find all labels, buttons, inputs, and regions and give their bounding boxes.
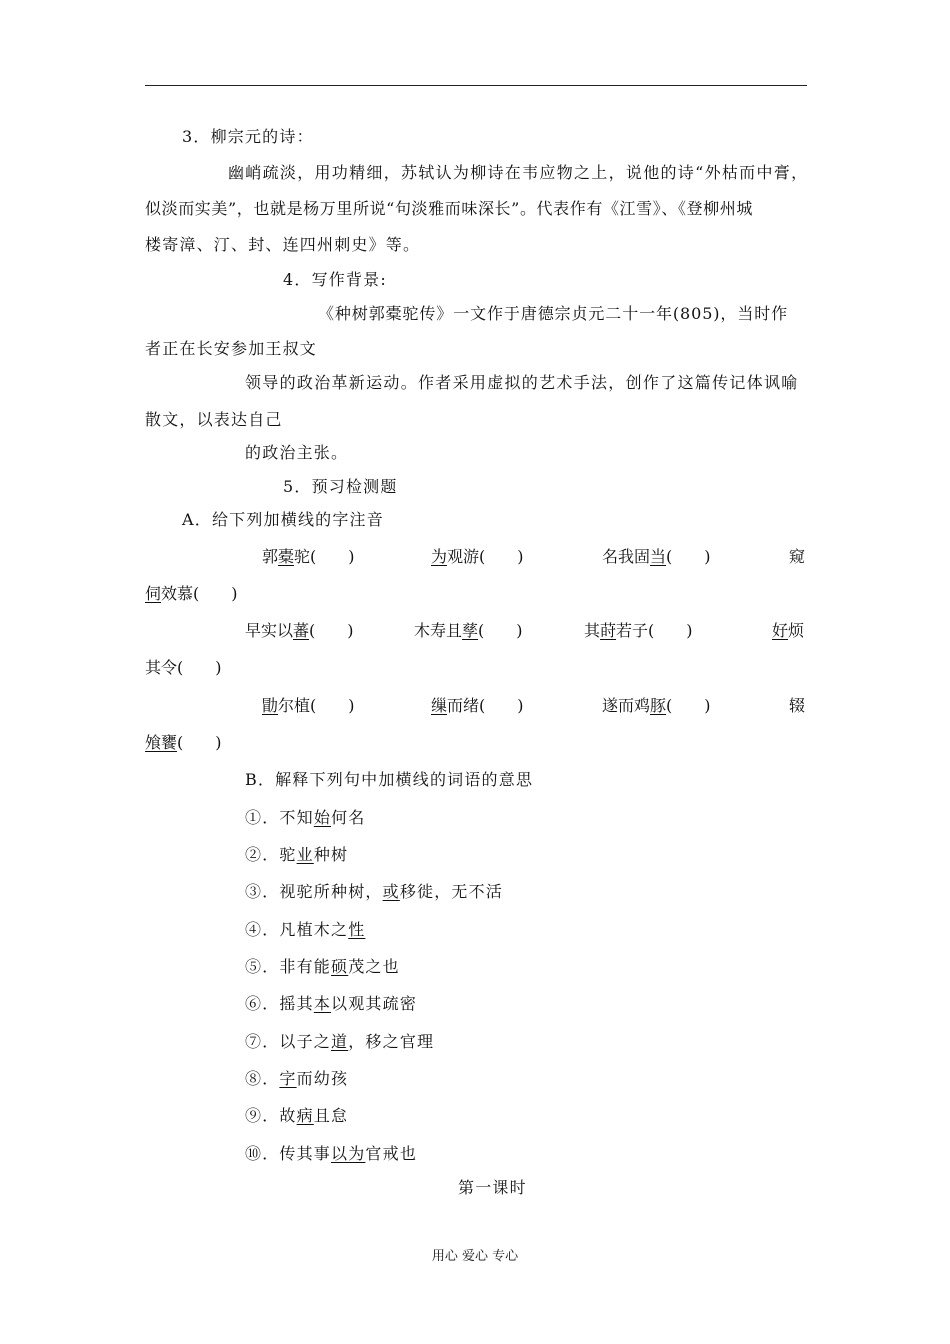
pinyin-item: 郭橐驼( ): [262, 547, 355, 566]
section3-heading: 3．柳宗元的诗：: [182, 127, 314, 146]
section4-line1: 《种树郭橐驼传》一文作于唐德宗贞元二十一年(805)，当时作: [318, 304, 789, 323]
pinyin-item: 名我固当( ): [602, 547, 711, 566]
section3-line3: 楼寄漳、汀、封、连四州刺史》等。: [145, 235, 421, 254]
pinyin-item: 为观游( ): [431, 547, 524, 566]
section4-line5: 的政治主张。: [245, 443, 349, 462]
header-rule: [145, 85, 807, 86]
section3-line1: 幽峭疏淡，用功精细，苏轼认为柳诗在韦应物之上，说他的诗“外枯而中膏，: [228, 163, 809, 182]
definition-item: ④．凡植木之性: [245, 920, 366, 939]
pinyin-item: 窥: [789, 547, 806, 566]
pinyin-item-continued: 其令( ): [145, 658, 222, 677]
page-footer: 用心 爱心 专心: [431, 1249, 519, 1264]
pinyin-item: 缫而绪( ): [431, 696, 524, 715]
section4-line3: 领导的政治革新运动。作者采用虚拟的艺术手法，创作了这篇传记体讽喻: [245, 373, 799, 392]
pinyin-item-continued: 飧饔( ): [145, 733, 222, 752]
pinyin-item: 辍: [789, 696, 806, 715]
pinyin-item: 木寿且孳( ): [414, 621, 523, 640]
section3-line2: 似淡而实美”，也就是杨万里所说“句淡雅而味深长”。代表作有《江雪》、《登柳州城: [145, 199, 753, 218]
definition-item: ⑦．以子之道，移之官理: [245, 1032, 435, 1051]
definition-item: ⑩．传其事以为官戒也: [245, 1144, 418, 1163]
definition-item: ⑧．字而幼孩: [245, 1069, 349, 1088]
definition-item: ⑥．摇其本以观其疏密: [245, 994, 418, 1013]
pinyin-item: 早实以蕃( ): [245, 621, 354, 640]
section4-line2: 者正在长安参加王叔文: [145, 339, 318, 358]
section4-line4: 散文，以表达自己: [145, 410, 283, 429]
pinyin-item: 遂而鸡豚( ): [602, 696, 711, 715]
definition-item: ⑨．故病且怠: [245, 1106, 349, 1125]
definition-item: ①．不知始何名: [245, 808, 366, 827]
definition-item: ②．驼业种树: [245, 845, 349, 864]
section5-heading: 5．预习检测题: [283, 477, 398, 496]
partB-heading: B．解释下列句中加横线的词语的意思: [245, 770, 534, 789]
pinyin-item: 其莳若子( ): [584, 621, 693, 640]
definition-item: ⑤．非有能硕茂之也: [245, 957, 400, 976]
definition-item: ③．视驼所种树，或移徙，无不活: [245, 882, 504, 901]
pinyin-item: 勖尔植( ): [262, 696, 355, 715]
pinyin-item-continued: 伺效慕( ): [145, 584, 238, 603]
partA-heading: A．给下列加横线的字注音: [182, 510, 384, 529]
pinyin-item: 好烦: [772, 621, 805, 640]
lesson-title: 第一课时: [458, 1178, 527, 1197]
section4-heading: 4．写作背景:: [283, 270, 387, 289]
